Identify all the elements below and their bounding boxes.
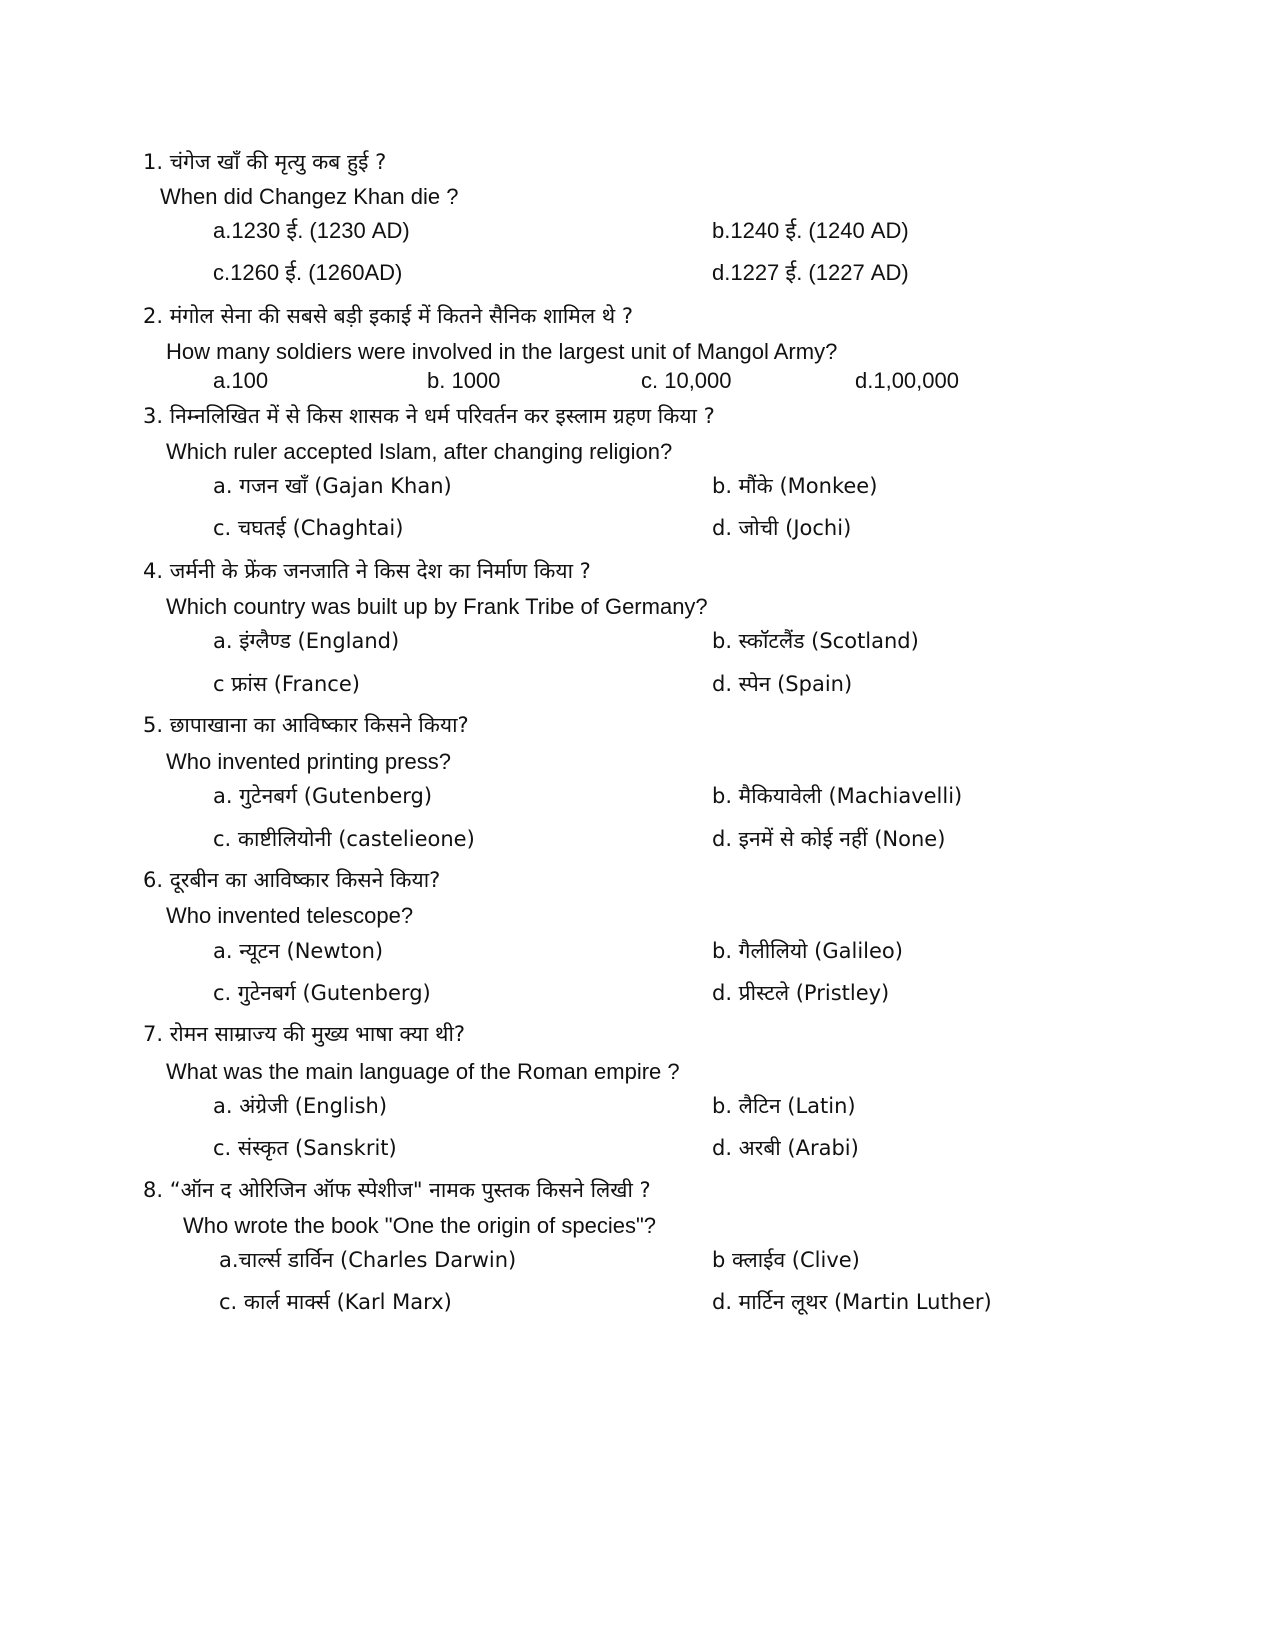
question-3-option-b: b. मौंके (Monkee) [712, 474, 878, 498]
question-7-option-c: c. संस्कृत (Sanskrit) [213, 1136, 397, 1160]
question-4-option-c: c फ्रांस (France) [213, 672, 360, 696]
question-4-option-a: a. इंग्लैण्ड (England) [213, 629, 400, 653]
question-8-english: Who wrote the book "One the origin of species"? [183, 1213, 656, 1238]
question-6-option-c: c. गुटेनबर्ग (Gutenberg) [213, 981, 431, 1005]
question-5-hindi: 5. छापाखाना का आविष्कार किसने किया? [143, 713, 469, 737]
question-2-option-c: c. 10,000 [641, 368, 732, 393]
question-5-option-d: d. इनमें से कोई नहीं (None) [712, 827, 946, 851]
question-2-option-a: a.100 [213, 368, 269, 393]
question-7-option-a: a. अंग्रेजी (English) [213, 1094, 388, 1118]
question-5-english: Who invented printing press? [166, 749, 451, 774]
question-2-english: How many soldiers were involved in the largest unit of Mangol Army? [166, 339, 838, 364]
question-7-option-d: d. अरबी (Arabi) [712, 1136, 859, 1160]
question-7-english: What was the main language of the Roman empire ? [166, 1059, 680, 1084]
question-1-option-c: c.1260 ई. (1260AD) [213, 260, 403, 285]
question-5-option-a: a. गुटेनबर्ग (Gutenberg) [213, 784, 433, 808]
question-6-option-d: d. प्रीस्टले (Pristley) [712, 981, 890, 1005]
question-3-option-a: a. गजन खाँ (Gajan Khan) [213, 474, 452, 498]
question-4-option-d: d. स्पेन (Spain) [712, 672, 853, 696]
question-8-option-c: c. कार्ल मार्क्स (Karl Marx) [219, 1290, 452, 1314]
question-6-hindi: 6. दूरबीन का आविष्कार किसने किया? [143, 868, 441, 892]
question-6-option-a: a. न्यूटन (Newton) [213, 939, 384, 963]
question-3-option-c: c. चघतई (Chaghtai) [213, 516, 404, 540]
question-3-english: Which ruler accepted Islam, after changing religion? [166, 439, 673, 464]
question-8-option-a: a.चार्ल्स डार्विन (Charles Darwin) [219, 1248, 517, 1272]
question-4-english: Which country was built up by Frank Tribe of Germany? [166, 594, 708, 619]
question-3-hindi: 3. निम्नलिखित में से किस शासक ने धर्म परिवर्तन कर इस्लाम ग्रहण किया ? [143, 404, 715, 428]
question-7-option-b: b. लैटिन (Latin) [712, 1094, 856, 1118]
question-1-option-a: a.1230 ई. (1230 AD) [213, 218, 410, 243]
question-4-option-b: b. स्कॉटलैंड (Scotland) [712, 629, 919, 653]
question-1-option-b: b.1240 ई. (1240 AD) [712, 218, 909, 243]
question-6-english: Who invented telescope? [166, 903, 414, 928]
question-5-option-c: c. काष्टीलियोनी (castelieone) [213, 827, 475, 851]
question-5-option-b: b. मैकियावेली (Machiavelli) [712, 784, 963, 808]
question-2-hindi: 2. मंगोल सेना की सबसे बड़ी इकाई में कितने सैनिक शामिल थे ? [143, 304, 633, 328]
question-2-option-d: d.1,00,000 [855, 368, 959, 393]
question-1-hindi: 1. चंगेज खाँ की मृत्यु कब हुई ? [143, 150, 387, 174]
question-7-hindi: 7. रोमन साम्राज्य की मुख्य भाषा क्या थी? [143, 1022, 466, 1046]
question-8-option-b: b क्लाईव (Clive) [712, 1248, 860, 1272]
question-6-option-b: b. गैलीलियो (Galileo) [712, 939, 903, 963]
question-1-english: When did Changez Khan die ? [160, 184, 459, 209]
question-1-option-d: d.1227 ई. (1227 AD) [712, 260, 909, 285]
question-4-hindi: 4. जर्मनी के फ्रेंक जनजाति ने किस देश का निर्माण किया ? [143, 559, 591, 583]
question-3-option-d: d. जोची (Jochi) [712, 516, 852, 540]
question-2-option-b: b. 1000 [427, 368, 501, 393]
question-8-option-d: d. मार्टिन लूथर (Martin Luther) [712, 1290, 992, 1314]
question-8-hindi: 8. “ऑन द ओरिजिन ऑफ स्पेशीज" नामक पुस्तक किसने लिखी ? [143, 1178, 651, 1202]
